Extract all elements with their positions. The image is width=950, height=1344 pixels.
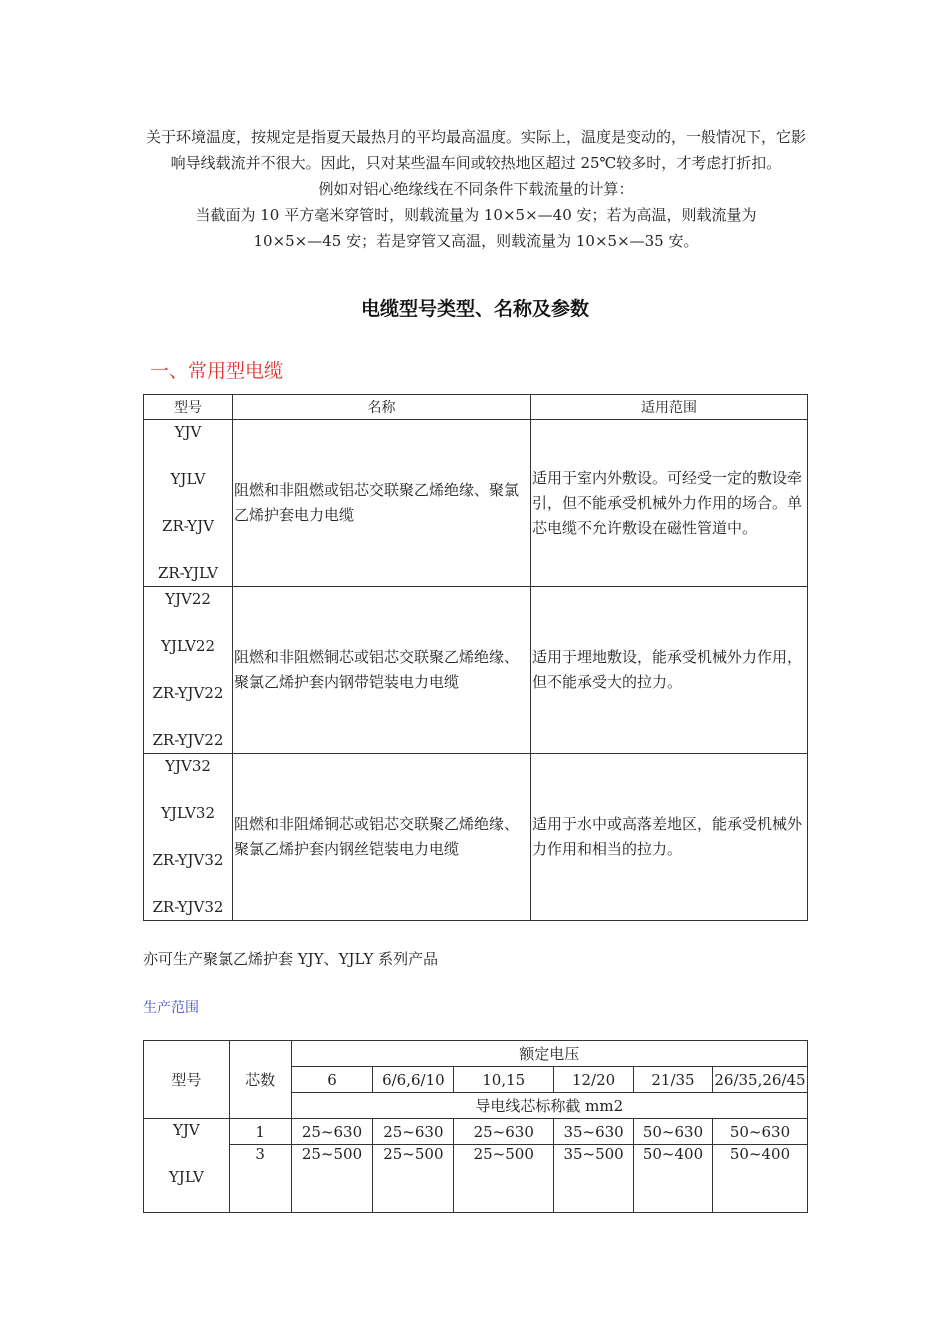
scope-cell: 适用于室内外敷设。可经受一定的敷设牵引，但不能承受机械外力作用的场合。单芯电缆不允许敷设在磁性管道中。 bbox=[531, 420, 808, 587]
intro-text bbox=[145, 124, 807, 254]
header-name: 名称 bbox=[233, 395, 531, 420]
range-cell: 50~400 bbox=[712, 1145, 807, 1213]
note-text: 亦可生产聚氯乙烯护套 YJY、YJLY 系列产品 bbox=[143, 950, 439, 968]
model-code: ZR-YJV22 bbox=[152, 683, 224, 702]
header-cores: 芯数 bbox=[229, 1041, 291, 1119]
cores-cell: 3 bbox=[229, 1145, 291, 1213]
cable-types-table bbox=[143, 394, 808, 921]
table-row bbox=[144, 1145, 808, 1213]
range-cell: 50~400 bbox=[634, 1145, 713, 1213]
table-row bbox=[144, 587, 808, 754]
model-code: YJV bbox=[173, 1121, 200, 1139]
model-code: ZR-YJV32 bbox=[152, 897, 224, 916]
model-code: YJV bbox=[174, 422, 202, 441]
voltage-cell: 6/6,6/10 bbox=[373, 1067, 454, 1093]
voltage-cell: 12/20 bbox=[554, 1067, 634, 1093]
production-range-link[interactable]: 生产范围 bbox=[143, 1000, 199, 1016]
model-code: YJLV bbox=[170, 469, 206, 488]
model-code: ZR-YJV bbox=[162, 516, 214, 535]
intro-paragraph: 10×5×—45 安；若是穿管又高温，则载流量为 10×5×—35 安。 bbox=[253, 232, 699, 250]
intro-paragraph: 当截面为 10 平方毫米穿管时，则载流量为 10×5×—40 安；若为高温，则载流量为 bbox=[195, 206, 757, 224]
voltage-cell: 21/35 bbox=[634, 1067, 713, 1093]
model-code: ZR-YJLV bbox=[157, 563, 219, 582]
range-cell: 35~500 bbox=[554, 1145, 634, 1213]
header-rated-voltage: 额定电压 bbox=[291, 1041, 807, 1067]
table-row bbox=[144, 1119, 808, 1145]
name-cell: 阻燃和非阻燃或铝芯交联聚乙烯绝缘、聚氯乙烯护套电力电缆 bbox=[233, 420, 531, 587]
header-model: 型号 bbox=[144, 395, 233, 420]
production-range-table bbox=[143, 1040, 808, 1213]
model-cell bbox=[144, 420, 233, 587]
model-code: YJLV bbox=[168, 1168, 204, 1186]
model-code: ZR-YJV32 bbox=[152, 850, 224, 869]
header-model: 型号 bbox=[144, 1041, 230, 1119]
range-cell: 25~500 bbox=[454, 1145, 554, 1213]
range-cell: 25~630 bbox=[373, 1119, 454, 1145]
table-header-row bbox=[144, 1041, 808, 1067]
model-code: ZR-YJV22 bbox=[152, 730, 224, 749]
voltage-cell: 6 bbox=[291, 1067, 373, 1093]
model-cell bbox=[144, 754, 233, 921]
model-cell bbox=[144, 587, 233, 754]
range-cell: 25~630 bbox=[454, 1119, 554, 1145]
page-title: 电缆型号类型、名称及参数 bbox=[360, 298, 589, 320]
model-code: YJLV22 bbox=[160, 636, 216, 655]
table-row bbox=[144, 754, 808, 921]
voltage-cell: 10,15 bbox=[454, 1067, 554, 1093]
intro-paragraph: 关于环境温度，按规定是指夏天最热月的平均最高温度。实际上，温度是变动的，一般情况下，它影响导线载流并不很大。因此，只对某些温车间或较热地区超过 25℃较多时，才考虑打折扣。 bbox=[145, 128, 806, 172]
scope-cell: 适用于埋地敷设，能承受机械外力作用，但不能承受大的拉力。 bbox=[531, 587, 808, 754]
table-row bbox=[144, 420, 808, 587]
section-heading: 一、常用型电缆 bbox=[150, 360, 284, 382]
header-scope: 适用范围 bbox=[531, 395, 808, 420]
range-cell: 50~630 bbox=[712, 1119, 807, 1145]
name-cell: 阻燃和非阻燃铜芯或铝芯交联聚乙烯绝缘、聚氯乙烯护套内钢带铠装电力电缆 bbox=[233, 587, 531, 754]
scope-cell: 适用于水中或高落差地区，能承受机械外力作用和相当的拉力。 bbox=[531, 754, 808, 921]
range-cell: 25~500 bbox=[291, 1145, 373, 1213]
range-cell: 25~500 bbox=[373, 1145, 454, 1213]
table-header-row bbox=[144, 395, 808, 420]
range-cell: 50~630 bbox=[634, 1119, 713, 1145]
voltage-cell: 26/35,26/45 bbox=[712, 1067, 807, 1093]
model-code: YJLV32 bbox=[160, 803, 216, 822]
cores-cell: 1 bbox=[229, 1119, 291, 1145]
range-cell: 35~630 bbox=[554, 1119, 634, 1145]
range-cell: 25~630 bbox=[291, 1119, 373, 1145]
model-code: YJV22 bbox=[165, 589, 211, 608]
model-cell bbox=[144, 1119, 230, 1213]
intro-paragraph: 例如对铝心绝缘线在不同条件下载流量的计算： bbox=[318, 180, 634, 198]
name-cell: 阻燃和非阻烯铜芯或铝芯交联聚乙烯绝缘、聚氯乙烯护套内钢丝铠装电力电缆 bbox=[233, 754, 531, 921]
section-label: 导电线芯标称截 mm2 bbox=[291, 1093, 807, 1119]
model-code: YJV32 bbox=[165, 756, 211, 775]
